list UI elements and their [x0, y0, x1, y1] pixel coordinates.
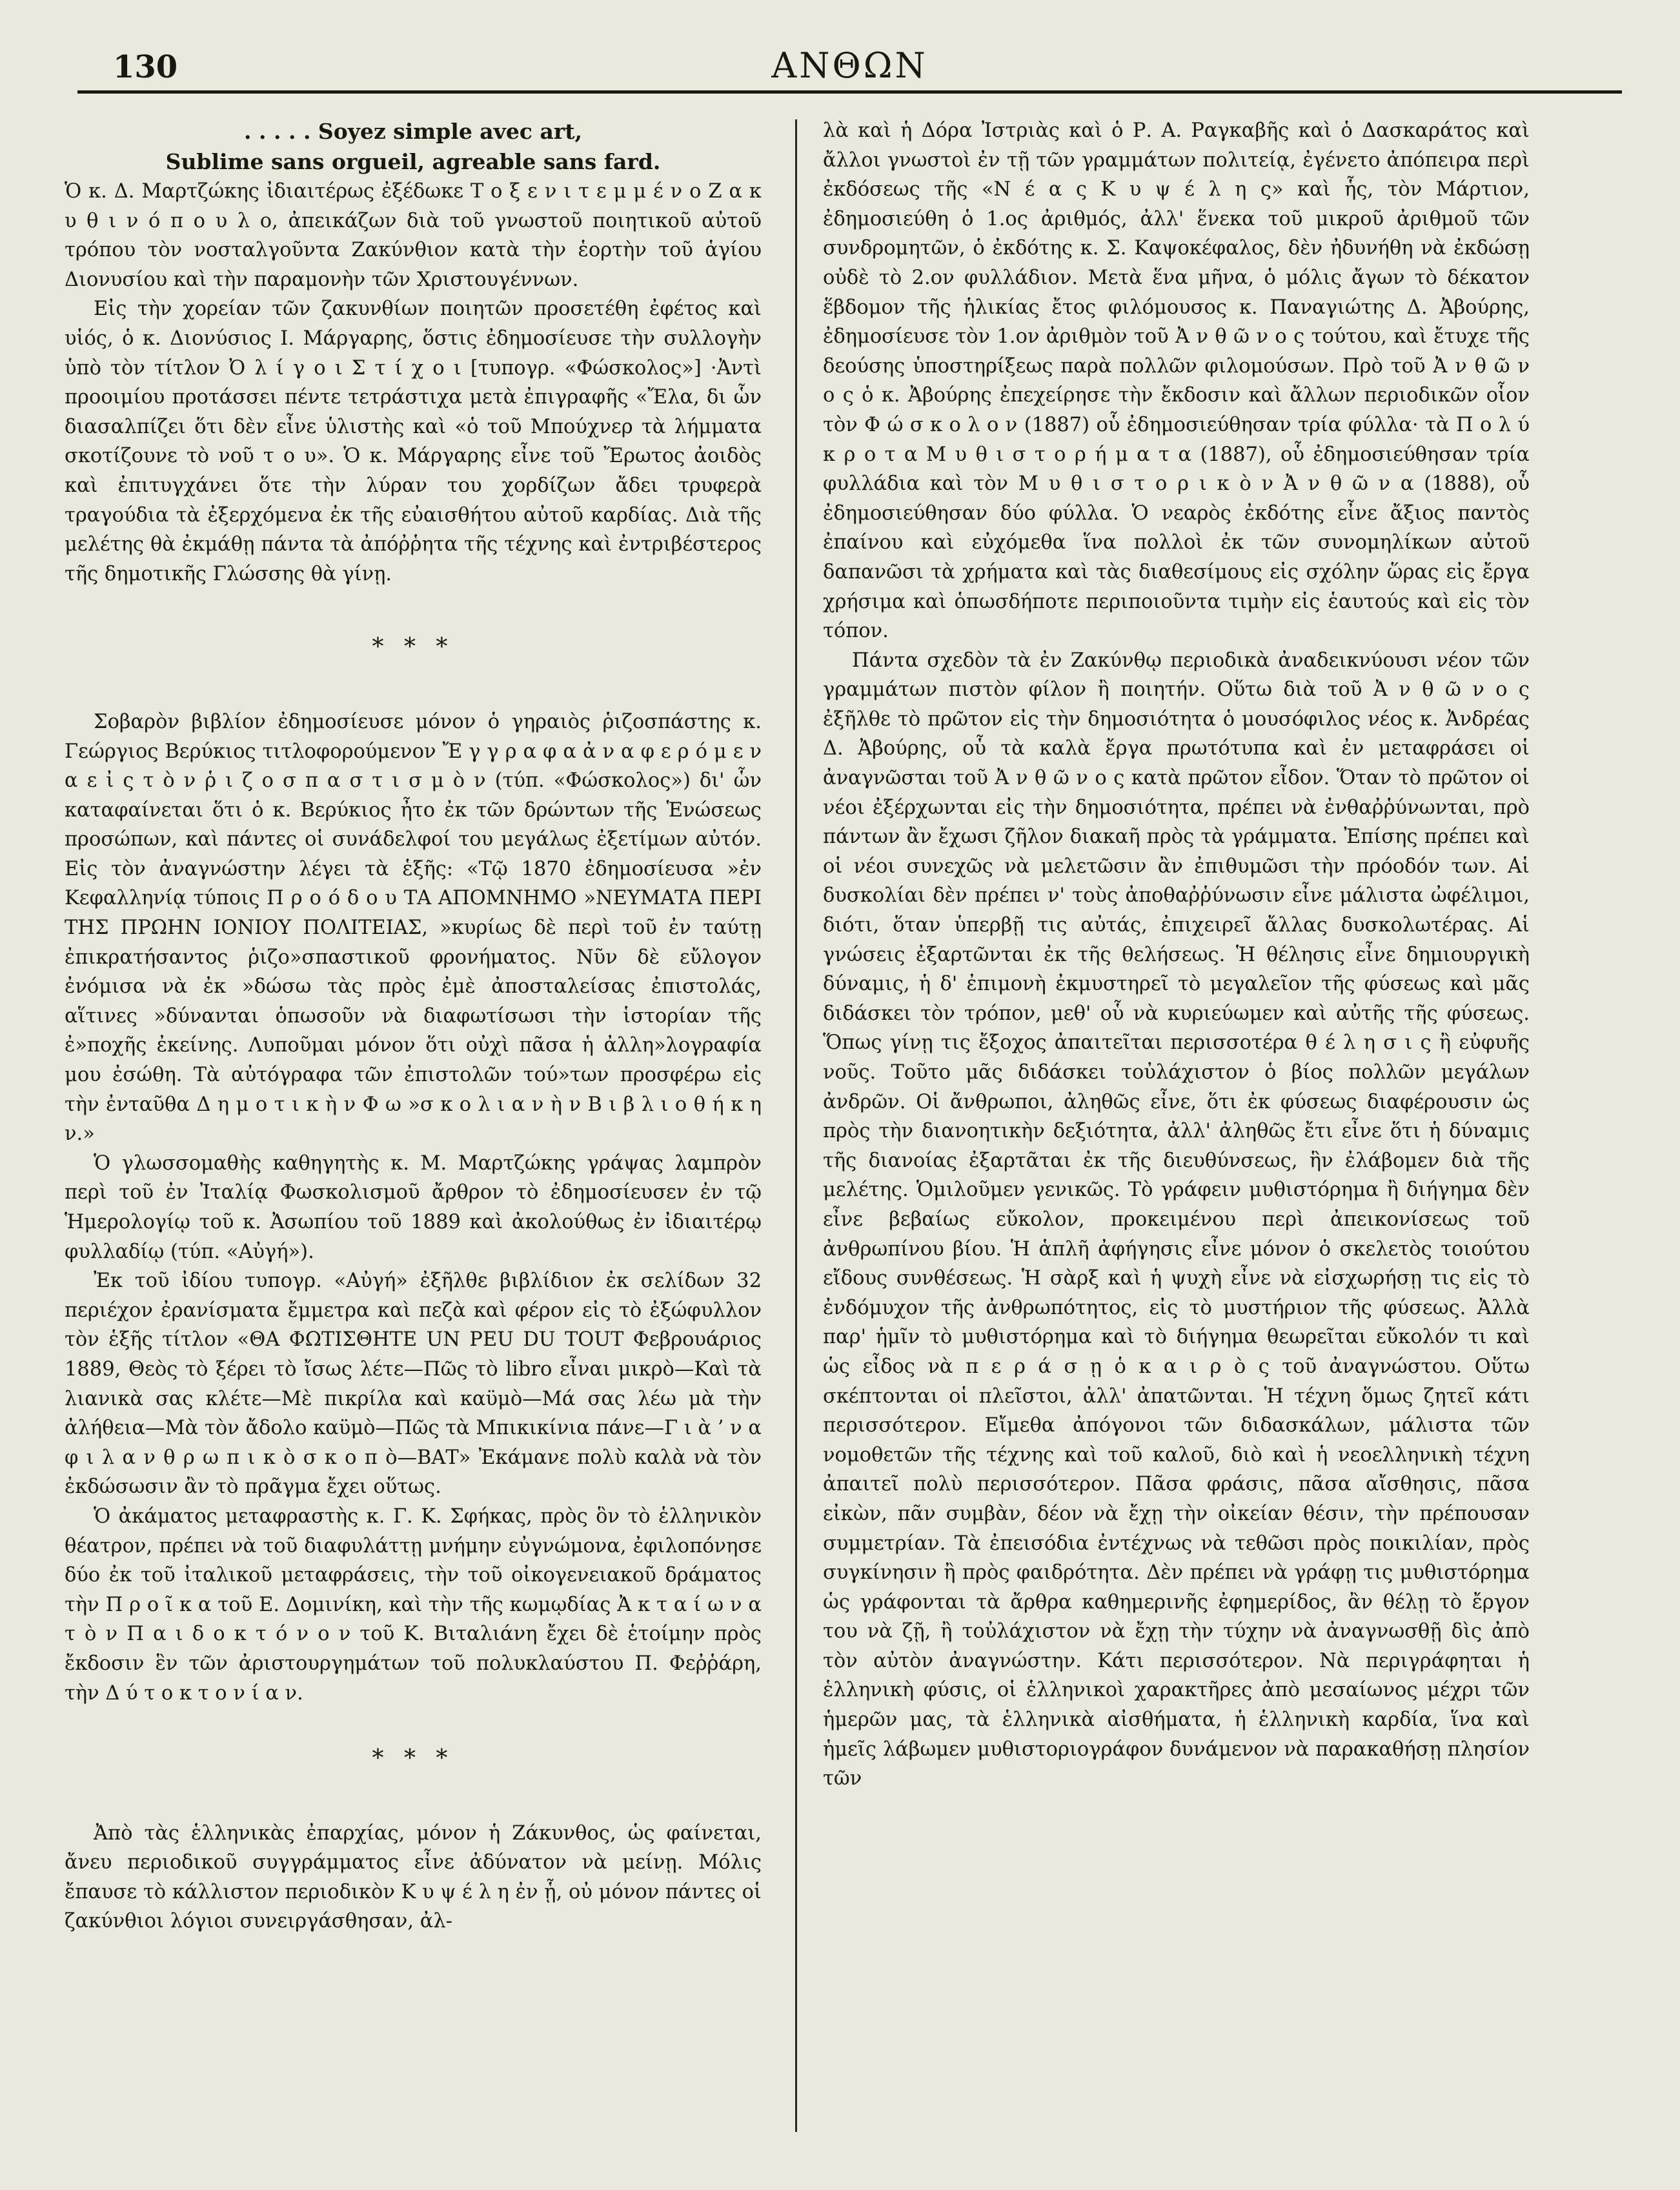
paragraph: Ἀπὸ τὰς ἑλληνικὰς ἐπαρχίας, μόνον ἡ Ζάκυνθος, ὡς φαίνεται, ἄνευ περιοδικοῦ συγγράμματος εἶνε ἀδύνατον νὰ μείνῃ. Μόλις ἔπαυσε τὸ κάλλιστον περιοδικὸν Κ υ ψ έ λ η ἐν ᾗ, οὐ μόνον πάντες οἱ ζακύνθιοι λόγιοι συνειργάσθησαν, ἀλ- [65, 1821, 762, 1933]
paragraph: Ὁ γλωσσομαθὴς καθηγητὴς κ. Μ. Μαρτζώκης γράψας λαμπρὸν περὶ τοῦ ἐν Ἰταλίᾳ Φωσκολισμοῦ ἄρθρον τὸ ἐδημοσίευσεν ἐν τῷ Ἡμερολογίῳ τοῦ κ. Ἀσωπίου τοῦ 1889 καὶ ἀκολούθως ἐν ἰδιαιτέρῳ φυλλαδίῳ (τύπ. «Αὐγή»). [65, 1151, 762, 1263]
column-divider [795, 119, 797, 2132]
paragraph: Εἰς τὴν χορείαν τῶν ζακυνθίων ποιητῶν προσετέθη ἐφέτος καὶ υἱός, ὁ κ. Διονύσιος Ι. Μάργαρης, ὅστις ἐδημοσίευσε τὴν συλλογὴν ὑπὸ τὸν τίτλον Ὀ λ ί γ ο ι Σ τ ί χ ο ι [τυπογρ. «Φώσκολος»] ·Ἀντὶ προοιμίου προτάσσει πέντε τετράστιχα μετὰ ἐπιγραφῆς «Ἔλα, δι ὧν διασαλπίζει ὅτι δὲν εἶνε ὑλιστὴς καὶ «ὁ τοῦ Μπούχνερ τὰ λήμματα σκοτίζουνε τὸ νοῦ τ ο υ». Ὁ κ. Μάργαρης εἶνε τοῦ Ἔρωτος ἀοιδὸς καὶ ἐπιτυγχάνει ὅτε τὴν λύραν του χορδίζων ἄδει τρυφερὰ τραγούδια τὰ ἐξερχόμενα ἐκ τῆς εὐαισθήτου αὐτοῦ καρδίας. Διὰ τῆς μελέτης θὰ ἐκμάθῃ πάντα τὰ ἀπόῤῥητα τῆς τέχνης καὶ ἐντριβέστερος τῆς δημοτικῆς Γλώσσης θὰ γίνῃ. [65, 298, 762, 585]
paragraph: Ἐκ τοῦ ἰδίου τυπογρ. «Αὐγή» ἐξῆλθε βιβλίδιον ἐκ σελίδων 32 περιέχον ἐρανίσματα ἔμμετρα καὶ πεζὰ καὶ φέρον εἰς τὸ ἐξώφυλλον τὸν ἑξῆς τίτλον «ΘΑ ΦΩΤΙΣΘΗΤΕ UN PEU DU TOUT Φεβρουάριος 1889, Θεὸς τὸ ξέρει τὸ ἴσως λέτε—Πῶς τὸ libro εἶναι μικρὸ—Καὶ τὰ λιανικὰ σας κλέτε—Μὲ πικρίλα καὶ καϋμὸ—Μά σας λέω μὰ τὴν ἀλήθεια—Μὰ τὸν ἄδολο καϋμὸ—Πῶς τὰ Μπικικίνια πάνε—Γ ι ὰ ’ ν α φ ι λ α ν θ ρ ω π ι κ ὸ σ κ ο π ὸ—ΒΑΤ» Ἐκάμανε πολὺ καλὰ νὰ τὸν ἐκδώσωσιν ἂν τὸ πρᾶγμα ἔχει οὕτως. [65, 1270, 762, 1499]
section-separator: * * * [372, 1745, 454, 1772]
right-column [823, 116, 1530, 1794]
page-number: 130 [113, 49, 178, 85]
paragraph: Σοβαρὸν βιβλίον ἐδημοσίευσε μόνον ὁ γηραιὸς ῥιζοσπάστης κ. Γεώργιος Βερύκιος τιτλοφορούμενον Ἔ γ γ ρ α φ α ἀ ν α φ ε ρ ό μ ε ν α ε ἰ ς τ ὸ ν ῥ ι ζ ο σ π α σ τ ι σ μ ὸ ν (τύπ. «Φώσκολος») δι' ὧν καταφαίνεται ὅτι ὁ κ. Βερύκιος ἦτο ἐκ τῶν δρώντων τῆς Ἑνώσεως προσώπων, καὶ πάντες οἱ συνάδελφοί του μεγάλως ἐξετίμων αὐτόν. Εἰς τὸν ἀναγνώστην λέγει τὰ ἑξῆς: «Τῷ 1870 ἐδημοσίευσα »ἐν Κεφαλληνίᾳ τύποις Π ρ ο ό δ ο υ ΤΑ ΑΠΟΜΝΗΜΟ »ΝΕΥΜΑΤΑ ΠΕΡΙ ΤΗΣ ΠΡΩΗΝ ΙΟΝΙΟΥ ΠΟΛΙΤΕΙΑΣ, »κυρίως δὲ περὶ τοῦ ἐν ταύτῃ ἐπικρατήσαντος ῥιζο»σπαστικοῦ φρονήματος. Νῦν δὲ εὔλογον ἐνόμισα νὰ ἐκ »δώσω τὰς πρὸς ἐμὲ ἀποσταλείσας ἐπιστολάς, αἵτινες »δύνανται ὁπωσοῦν νὰ διαφωτίσωσι τὴν ἱστορίαν τῆς ἐ»ποχῆς ἐκείνης. Λυποῦμαι μόνον ὅτι οὐχὶ πᾶσα ἡ ἀλλη»λογραφία μου ἐσώθη. Τὰ αὐτόγραφα τῶν ἐπιστολῶν τού»των προσφέρω εἰς τὴν ἐνταῦθα Δ η μ ο τ ι κ ὴ ν Φ ω »σ κ ο λ ι α ν ὴ ν Β ι β λ ι ο θ ή κ η ν.» [65, 710, 762, 1146]
paragraph: Ὁ ἀκάματος μεταφραστὴς κ. Γ. Κ. Σφήκας, πρὸς ὃν τὸ ἑλληνικὸν θέατρον, πρέπει νὰ τοῦ διαφυλάττῃ μνήμην εὐγνώμονα, ἐφιλοπόνησε δύο ἐκ τοῦ ἰταλικοῦ μεταφράσεις, τὴν τοῦ οἰκογενειακοῦ δράματος τὴν Π ρ ο ῖ κ α τοῦ Ε. Δομινίκη, καὶ τὴν τῆς κωμῳδίας Ἀ κ τ α ί ω ν α τ ὸ ν Π α ι δ ο κ τ ό ν ο ν τοῦ Κ. Βιταλιάνη ἔχει δὲ ἑτοίμην πρὸς ἔκδοσιν ἓν τῶν ἀριστουργημάτων τοῦ πολυκλαύστου Π. Φεῤῥάρη, τὴν Δ ύ τ ο κ τ ο ν ί α ν. [65, 1505, 762, 1705]
section-separator: * * * [372, 634, 454, 661]
left-column [65, 116, 762, 1936]
running-title: ΑΝΘΩΝ [771, 45, 928, 86]
header-rule [77, 90, 1622, 94]
paragraph: λὰ καὶ ἡ Δόρα Ἰστριὰς καὶ ὁ Ρ. Α. Ραγκαβῆς καὶ ὁ Δασκαράτος καὶ ἄλλοι γνωστοὶ ἐν τῇ τῶν γραμμάτων πολιτείᾳ, ἐγένετο ἀπόπειρα περὶ ἐκδόσεως τῆς «Ν έ α ς Κ υ ψ έ λ η ς» καὶ ἧς, τὸν Μάρτιον, ἐδημοσιεύθη ὁ 1.ος ἀριθμός, ἀλλ' ἕνεκα τοῦ μικροῦ ἀριθμοῦ τῶν συνδρομητῶν, ὁ ἐκδότης κ. Σ. Καψοκέφαλος, δὲν ἠδυνήθη νὰ ἐκδώσῃ οὐδὲ τὸ 2.ον φυλλάδιον. Μετὰ ἕνα μῆνα, ὁ μόλις ἄγων τὸ δέκατον ἕβδομον τῆς ἡλικίας ἔτος φιλόμουσος κ. Παναγιώτης Δ. Ἀβούρης, ἐδημοσίευσε τὸν 1.ον ἀριθμὸν τοῦ Ἀ ν θ ῶ ν ο ς τούτου, καὶ ἔτυχε τῆς δεούσης ὑποστηρίξεως παρὰ πολλῶν φιλομούσων. Πρὸ τοῦ Ἀ ν θ ῶ ν ο ς ὁ κ. Ἀβούρης ἐπεχείρησε τὴν ἔκδοσιν καὶ ἄλλων περιοδικῶν οἷον τὸν Φ ώ σ κ ο λ ο ν (1887) οὗ ἐδημοσιεύθησαν τρία φύλλα· τὰ Π ο λ ύ κ ρ ο τ α Μ υ θ ι σ τ ο ρ ή μ α τ α (1887), οὗ ἐδημοσιεύθησαν τρία φυλλάδια καὶ τὸν Μ υ θ ι σ τ ο ρ ι κ ὸ ν Ἀ ν θ ῶ ν α (1888), οὗ ἐδημοσιεύθησαν δύο φύλλα. Ὁ νεαρὸς ἐκδότης εἶνε ἄξιος παντὸς ἐπαίνου καὶ εὐχόμεθα ἵνα πολλοὶ ἐκ τῶν συνομηλίκων αὐτοῦ δαπανῶσι τὰ χρήματα καὶ τὰς διαθεσίμους εἰς σχόλην ὥρας εἰς ἔργα χρήσιμα καὶ ὁπωσδήποτε περιποιοῦντα τιμὴν εἰς ἑαυτούς καὶ εἰς τὸν τόπον. [823, 119, 1530, 643]
paragraph: Πάντα σχεδὸν τὰ ἐν Ζακύνθῳ περιοδικὰ ἀναδεικνύουσι νέον τῶν γραμμάτων πιστὸν φίλον ἢ ποιητήν. Οὕτω διὰ τοῦ Ἀ ν θ ῶ ν ο ς ἐξῆλθε τὸ πρῶτον εἰς τὴν δημοσιότητα ὁ μουσόφιλος νέος κ. Ἀνδρέας Δ. Ἀβούρης, οὗ τὰ καλὰ ἔργα πρωτότυπα καὶ ἐν μεταφράσει οἱ ἀναγνῶσται τοῦ Ἀ ν θ ῶ ν ο ς κατὰ πρῶτον εἶδον. Ὅταν τὸ πρῶτον οἱ νέοι ἐξέρχωνται εἰς τὴν δημοσιότητα, πρέπει νὰ ἐνθαῤῥύνωνται, πρὸ πάντων ἂν ἔχωσι ζῆλον διακαῆ πρὸς τὰ γράμματα. Ἐπίσης πρέπει καὶ οἱ νέοι συνεχῶς νὰ μελετῶσιν ἂν ἐπιθυμῶσι τὴν πρόοδόν των. Αἱ δυσκολίαι δὲν πρέπει ν' τοὺς ἀποθαῤῥύνωσιν εἶνε μάλιστα ὠφέλιμοι, διότι, ὅταν ὑπερβῇ τις αὐτάς, ἐπιχειρεῖ ἄλλας δυσκολωτέρας. Αἱ γνώσεις ἐξαρτῶνται ἐκ τῆς θελήσεως. Ἡ θέλησις εἶνε δημιουργικὴ δύναμις, ἡ δ' ἐπιμονὴ ἐκμυστηρεῖ τὸ μεγαλεῖον τῆς φύσεως καὶ μᾶς διδάσκει τὸν τρόπον, μεθ' οὗ νὰ κυριεύωμεν καὶ αὐτῆς τῆς φύσεως. Ὅπως γίνῃ τις ἔξοχος ἀπαιτεῖται περισσοτέρα θ έ λ η σ ι ς ἢ εὐφυῆς νοῦς. Τοῦτο μᾶς διδάσκει τοὐλάχιστον ὁ βίος πολλῶν μεγάλων ἀνδρῶν. Οἱ ἄνθρωποι, ἀληθῶς εἶνε, ὅτι ἐκ φύσεως διαφέρουσιν ὡς πρὸς τὴν διανοητικὴν δεξιότητα, ἀλλ' ἀληθῶς ἔτι εἶνε ὅτι ἡ δύναμις τῆς διανοίας ἐξαρτᾶται ἐκ τῆς διευθύνσεως, ἣν ἐλάβομεν διὰ τῆς μελέτης. Ὁμιλοῦμεν γενικῶς. Τὸ γράφειν μυθιστόρημα ἢ διήγημα δὲν εἶνε βεβαίως εὔκολον, προκειμένου περὶ ἀπεικονίσεως τοῦ ἀνθρωπίνου βίου. Ἡ ἁπλῆ ἀφήγησις εἶνε μόνον ὁ σκελετὸς τοιούτου εἴδους συνθέσεως. Ἡ σὰρξ καὶ ἡ ψυχὴ εἶνε νὰ εἰσχωρήσῃ τις εἰς τὸ ἐνδόμυχον τῆς ἀνθρωπότητος, εἰς τὸ μυστήριον τῆς φύσεως. Ἀλλὰ παρ' ἡμῖν τὸ μυθιστόρημα καὶ τὸ διήγημα θεωρεῖται εὔκολόν τι καὶ ὡς εἶδος νὰ π ε ρ ά σ ῃ ὁ κ α ι ρ ὸ ς τοῦ ἀναγνώστου. Οὕτω σκέπτονται οἱ πλεῖστοι, ἀλλ' ἀπατῶνται. Ἡ τέχνη ὅμως ζητεῖ κάτι περισσότερον. Εἴμεθα ἀπόγονοι τῶν διδασκάλων, μάλιστα τῶν νομοθετῶν τῆς τέχνης καὶ τοῦ καλοῦ, διὸ καὶ ἡ νεοελληνικὴ τέχνη ἀπαιτεῖ πολὺ περισσότερον. Πᾶσα φράσις, πᾶσα αἴσθησις, πᾶσα εἰκὼν, πᾶν συμβὰν, δέον νὰ ἔχῃ τὴν οἰκείαν θέσιν, τὴν πρέπουσαν συμμετρίαν. Τὰ ἐπεισόδια ἐντέχνως νὰ τεθῶσι πρὸς ποικιλίαν, πρὸς συγκίνησιν ἢ πρὸς φαιδρότητα. Δὲν πρέπει νὰ γράφῃ τις μυθιστόρημα ὡς γράφονται τὰ ἄρθρα καθημερινῆς ἐφημερίδος, ἂν θέλῃ τὸ ἔργον του νὰ ζῇ, ἢ τοὐλάχιστον νὰ ἔχῃ τὴν τύχην νὰ ἀναγνωσθῇ δὶς ἀπὸ τὸν αὐτὸν ἀναγνώστην. Κάτι περισσότερον. Νὰ περιγράφηται ἡ ἑλληνικὴ φύσις, οἱ ἑλληνικοὶ χαρακτῆρες ἀπὸ μεσαίωνος μέχρι τῶν ἡμερῶν μας, τὰ ἑλληνικὰ αἰσθήματα, ἡ ἑλληνικὴ καρδία, ἵνα καὶ ἡμεῖς λάβωμεν μυθιστοριογράφον δυνάμενον νὰ παρακαθήσῃ πλησίον τῶν [823, 649, 1530, 1790]
epigraph-line-1: . . . . . Soyez simple avec art, [244, 119, 582, 144]
epigraph-line-2: Sublime sans orgueil, agreable sans fard. [165, 149, 661, 174]
page-header [77, 45, 1622, 90]
paragraph: Ὁ κ. Δ. Μαρτζώκης ἰδιαιτέρως ἐξέδωκε Τ ο ξ ε ν ι τ ε μ μ έ ν ο Ζ α κ υ θ ι ν ό π ο υ λ ο, ἀπεικάζων διὰ τοῦ γνωστοῦ ποιητικοῦ αὐτοῦ τρόπου τὸν νοσταλγοῦντα Ζακύνθιον κατὰ τὴν ἑορτὴν τοῦ ἁγίου Διονυσίου καὶ τὴν παραμονὴν τῶν Χριστουγέννων. [65, 180, 762, 291]
